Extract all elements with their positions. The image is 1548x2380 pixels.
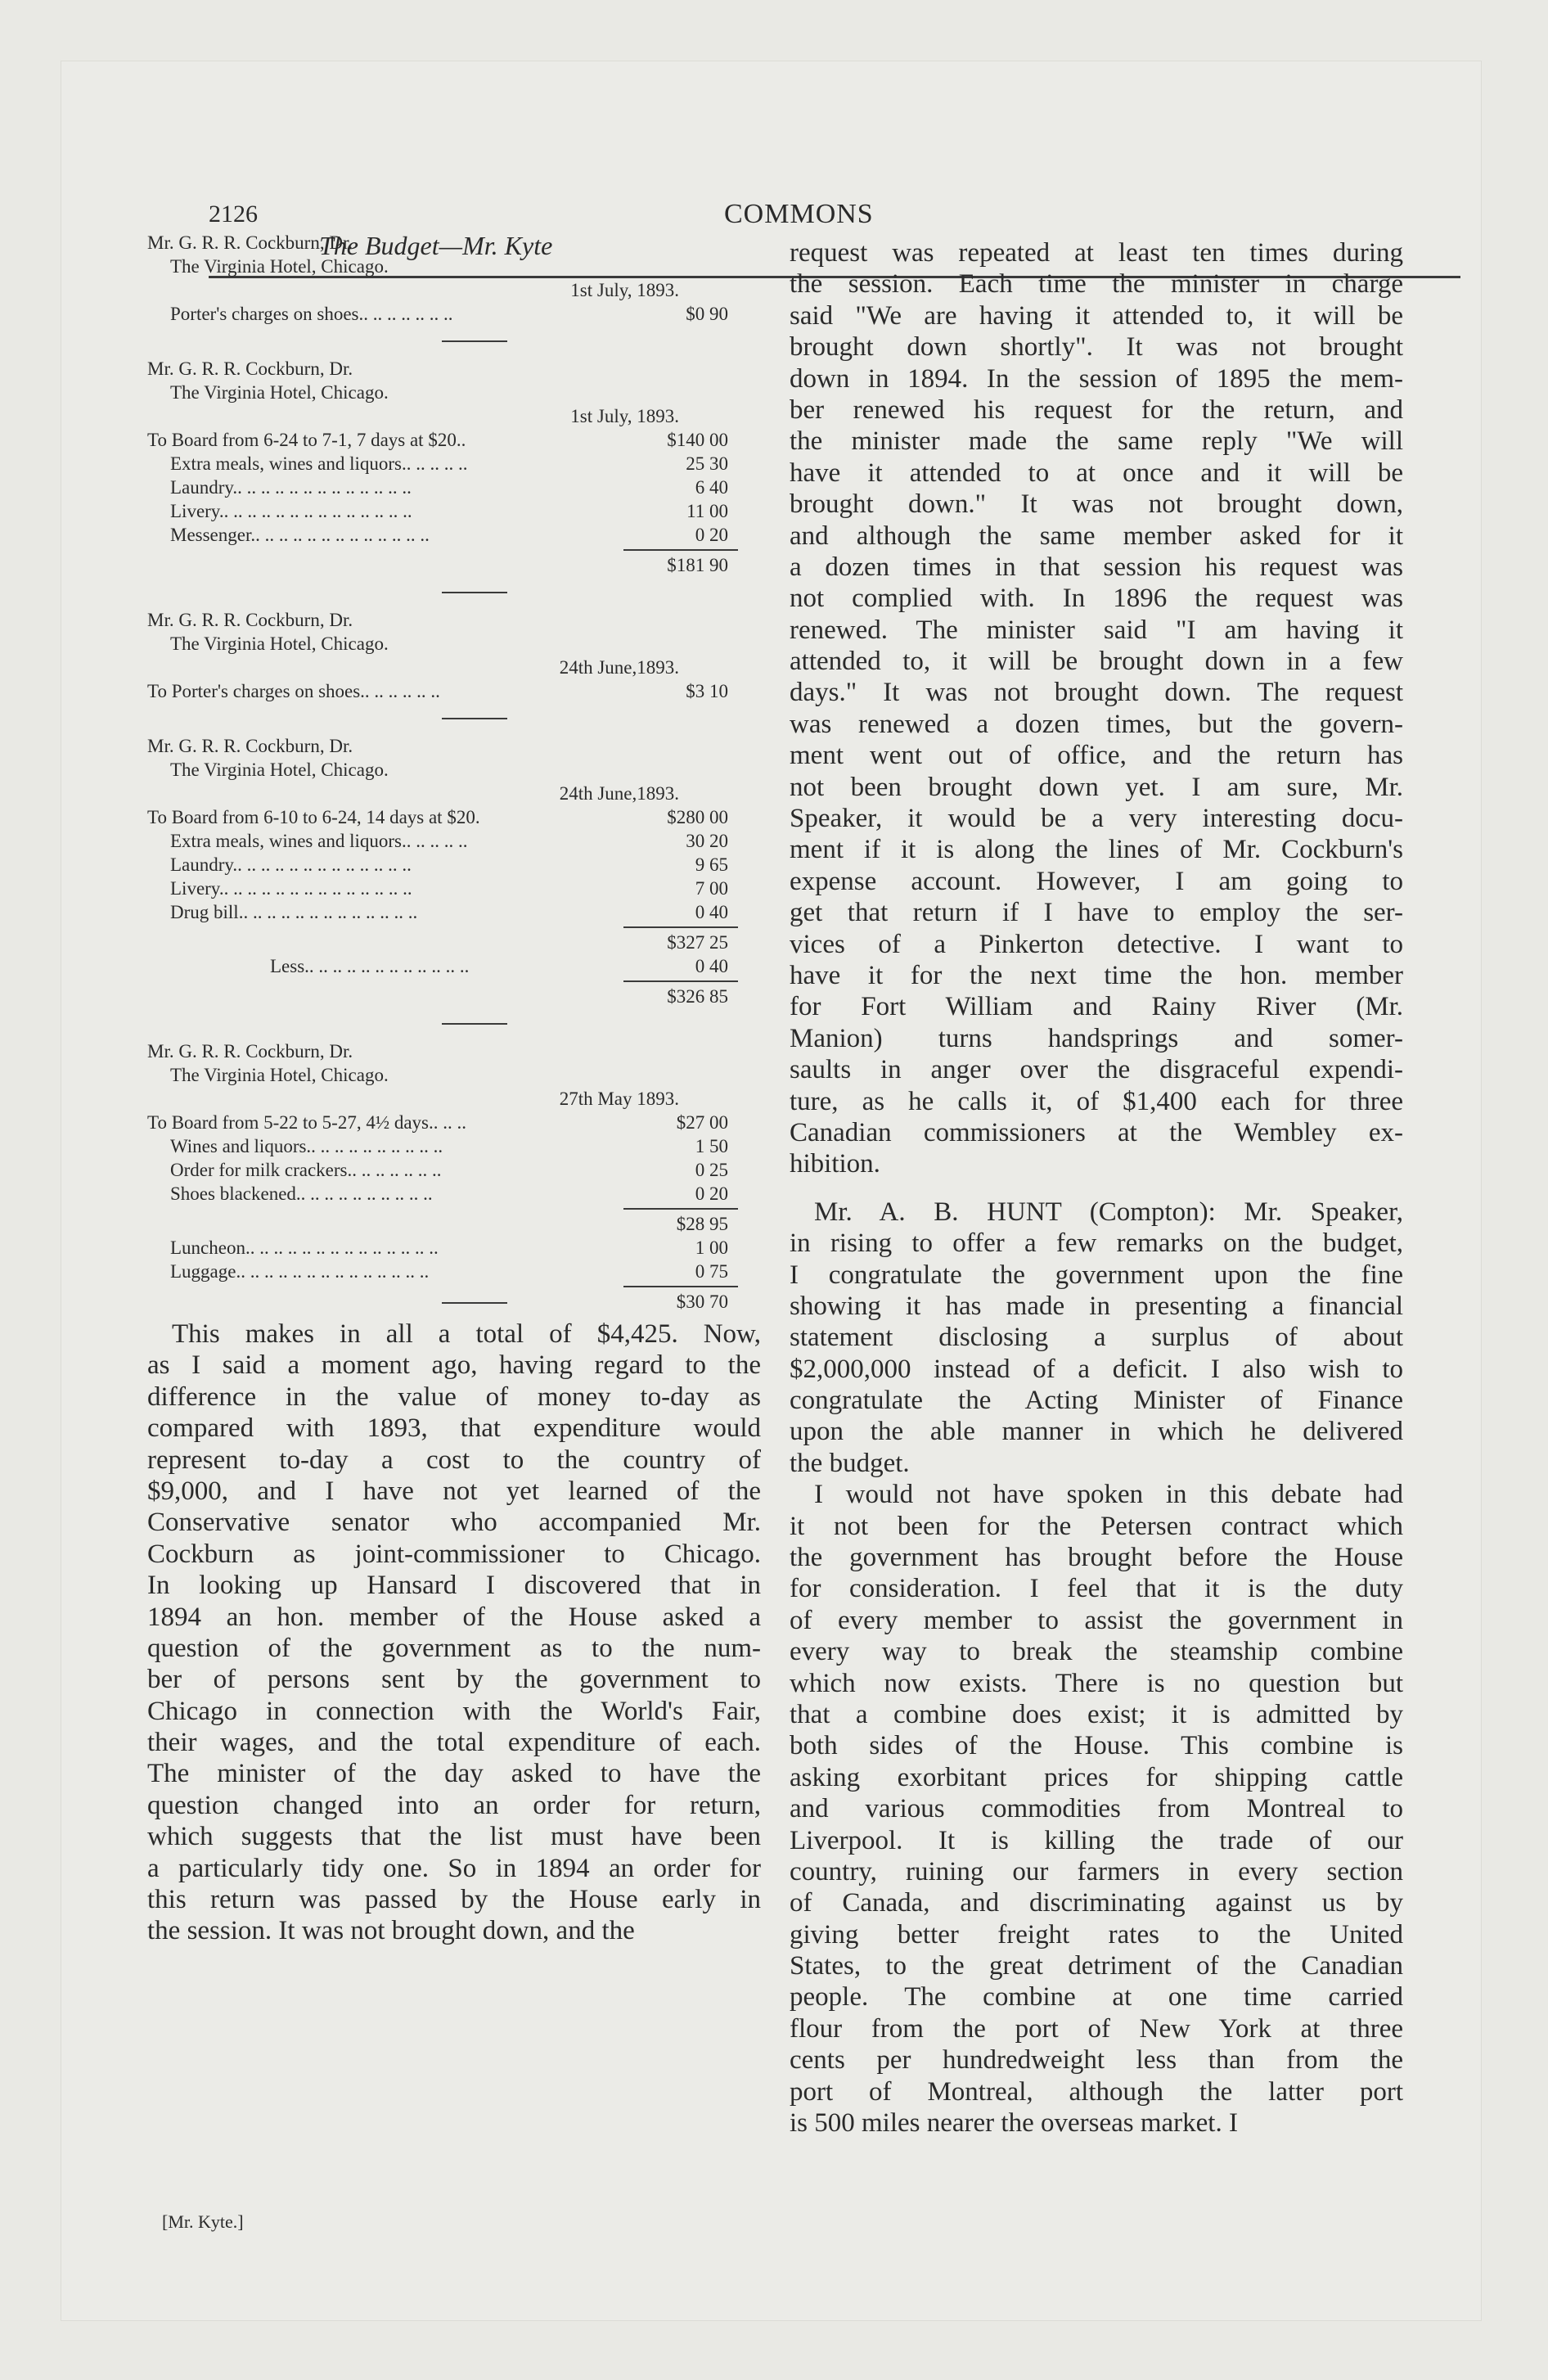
item-amount: 25 30 [686, 453, 728, 474]
item-amount: 6 40 [695, 477, 728, 498]
account-payee: Mr. G. R. R. Cockburn, Dr. [147, 610, 353, 630]
text-line: days." It was not brought down. The request [790, 678, 1403, 708]
item-description: To Board from 6-10 to 6-24, 14 days at $20. [147, 807, 480, 827]
item-amount: 0 75 [695, 1261, 728, 1282]
item-description: Drug bill.. .. .. .. .. .. .. .. .. .. .. .. .. [170, 902, 418, 922]
account-item [147, 452, 761, 476]
text-line: a dozen times in that session his request was [790, 552, 1403, 582]
account-item [147, 1236, 761, 1260]
account-payee: Mr. G. R. R. Cockburn, Dr. [147, 1041, 353, 1062]
item-amount: 7 00 [695, 878, 728, 899]
left-column [147, 231, 761, 1947]
text-line: renewed. The minister said "I am having it [790, 615, 1403, 645]
text-line: and although the same member asked for it [790, 521, 1403, 551]
item-description: To Board from 5-22 to 5-27, 4½ days.. .. .. [147, 1112, 466, 1133]
text-line: the minister made the same reply "We will [790, 426, 1403, 457]
speaker-footer: [Mr. Kyte.] [162, 2211, 244, 2232]
text-line: I congratulate the government upon the fine [790, 1260, 1403, 1290]
text-line: the government has brought before the House [790, 1543, 1403, 1573]
account-item [147, 499, 761, 523]
item-description: To Board from 6-24 to 7-1, 7 days at $20.. [147, 430, 466, 450]
running-title: The Budget—Mr. Kyte [319, 231, 553, 260]
text-line: people. The combine at one time carried [790, 1982, 1403, 2013]
right-column [790, 237, 1403, 2139]
text-line: Liverpool. It is killing the trade of our [790, 1825, 1403, 1855]
rule-line [623, 926, 738, 928]
account-item [147, 853, 761, 877]
expense-account [147, 734, 761, 1025]
text-line: vices of a Pinkerton detective. I want to [790, 929, 1403, 959]
text-line: question changed into an order for return, [147, 1790, 761, 1820]
account-hotel: The Virginia Hotel, Chicago. [170, 633, 389, 654]
text-line: 1894 an hon. member of the House asked a [147, 1602, 761, 1632]
text-line: every way to break the steamship combine [790, 1637, 1403, 1667]
page-number: 2126 [209, 201, 258, 228]
account-date: 1st July, 1893. [570, 406, 679, 426]
text-line: a particularly tidy one. So in 1894 an order for [147, 1853, 761, 1883]
text-line: upon the able manner in which he delivered [790, 1417, 1403, 1447]
text-line: The minister of the day asked to have the [147, 1759, 761, 1789]
rule-line [623, 1208, 738, 1210]
text-line: not complied with. In 1896 the request was [790, 584, 1403, 614]
item-description: Extra meals, wines and liquors.. .. .. .. .. [170, 453, 468, 474]
text-line: Conservative senator who accompanied Mr. [147, 1508, 761, 1538]
item-amount: $280 00 [667, 807, 728, 827]
text-line: States, to the great detriment of the Canadian [790, 1951, 1403, 1981]
text-line: In looking up Hansard I discovered that in [147, 1571, 761, 1601]
item-amount: 9 65 [695, 854, 728, 875]
text-line: both sides of the House. This combine is [790, 1731, 1403, 1761]
text-line: which suggests that the list must have been [147, 1822, 761, 1852]
section-title: COMMONS [724, 199, 874, 229]
total-amount: $181 90 [667, 555, 728, 575]
text-line: Manion) turns handsprings and somer- [790, 1023, 1403, 1053]
total-amount: $326 85 [667, 986, 728, 1007]
text-line: port of Montreal, although the latter port [790, 2076, 1403, 2107]
account-hotel: The Virginia Hotel, Chicago. [170, 382, 389, 403]
text-line: which now exists. There is no question but [790, 1668, 1403, 1698]
item-description: Porter's charges on shoes.. .. .. .. .. .. .. [170, 304, 453, 324]
text-line: cents per hundredweight less than from the [790, 2045, 1403, 2076]
expense-account [147, 608, 761, 719]
text-line: Canadian commissioners at the Wembley ex- [790, 1117, 1403, 1147]
account-item [147, 302, 761, 326]
text-line: in rising to offer a few remarks on the budget, [790, 1228, 1403, 1259]
item-amount: 1 50 [695, 1136, 728, 1156]
text-line: and various commodities from Montreal to [790, 1794, 1403, 1824]
text-line: not been brought down yet. I am sure, Mr. [790, 772, 1403, 802]
text-line: congratulate the Acting Minister of Finance [790, 1386, 1403, 1416]
item-amount: 0 40 [695, 902, 728, 922]
item-amount: 30 20 [686, 831, 728, 851]
text-line: attended to, it will be brought down in a few [790, 647, 1403, 677]
text-line: that a combine does exist; it is admitted by [790, 1699, 1403, 1729]
hunt-speech-paragraph [790, 1197, 1403, 1480]
account-item [147, 679, 761, 703]
text-line: compared with 1893, that expenditure would [147, 1413, 761, 1444]
account-date: 27th May 1893. [559, 1089, 679, 1109]
account-item [147, 1111, 761, 1134]
text-line: This makes in all a total of $4,425. Now, [172, 1319, 761, 1349]
item-description: Laundry.. .. .. .. .. .. .. .. .. .. .. .. .. [170, 477, 412, 498]
expense-account [147, 1039, 761, 1312]
text-line: statement disclosing a surplus of about [790, 1323, 1403, 1353]
item-amount: 0 25 [695, 1160, 728, 1180]
item-amount: $27 00 [676, 1112, 728, 1133]
item-amount: 11 00 [686, 501, 728, 521]
total-row [147, 553, 761, 577]
text-line: flour from the port of New York at three [790, 2013, 1403, 2044]
account-item [147, 523, 761, 547]
text-line: $9,000, and I have not yet learned of the [147, 1476, 761, 1506]
account-date: 24th June,1893. [559, 657, 679, 678]
text-line: country, ruining our farmers in every section [790, 1856, 1403, 1886]
text-line: difference in the value of money to-day as [147, 1382, 761, 1412]
item-description: Luncheon.. .. .. .. .. .. .. .. .. .. .. .. .. .. [170, 1237, 439, 1258]
text-line: request was repeated at least ten times during [790, 238, 1403, 268]
subtotal-amount: $28 95 [676, 1214, 728, 1234]
text-line: I would not have spoken in this debate had [814, 1480, 1403, 1510]
rule-line [623, 980, 738, 982]
account-date: 24th June,1893. [559, 783, 679, 804]
text-line: brought down shortly". It was not brought [790, 332, 1403, 363]
text-line: $2,000,000 instead of a deficit. I also wish to [790, 1354, 1403, 1384]
text-line: giving better freight rates to the United [790, 1919, 1403, 1950]
less-row [147, 954, 761, 978]
amount-rule [147, 1206, 761, 1212]
text-line: get that return if I have to employ the ser- [790, 898, 1403, 928]
text-line: have it attended to at once and it will be [790, 458, 1403, 488]
account-date: 1st July, 1893. [570, 280, 679, 300]
text-line: Chicago in connection with the World's Fair, [147, 1696, 761, 1726]
less-amount: 0 40 [695, 956, 728, 976]
text-line: as I said a moment ago, having regard to the [147, 1350, 761, 1381]
total-amount: $30 70 [676, 1291, 728, 1312]
item-amount: $0 90 [686, 304, 728, 324]
account-item [147, 877, 761, 900]
total-row [147, 1290, 761, 1314]
subtotal-amount: $327 25 [667, 932, 728, 953]
subtotal-row [147, 1212, 761, 1236]
item-description: To Porter's charges on shoes.. .. .. .. .. .. [147, 681, 440, 701]
text-line: brought down." It was not brought down, [790, 489, 1403, 520]
text-line: of Canada, and discriminating against us by [790, 1888, 1403, 1918]
account-item [147, 476, 761, 499]
left-paragraph [147, 1318, 761, 1947]
text-line: this return was passed by the House early in [147, 1885, 761, 1915]
item-amount: 1 00 [695, 1237, 728, 1258]
item-description: Luggage.. .. .. .. .. .. .. .. .. .. .. .. .. .. [170, 1261, 430, 1282]
text-line: saults in anger over the disgraceful expendi- [790, 1055, 1403, 1085]
account-payee: Mr. G. R. R. Cockburn, Dr. [147, 358, 353, 379]
text-line: Speaker, it would be a very interesting docu- [790, 804, 1403, 834]
account-payee: Mr. G. R. R. Cockburn, Dr. [147, 736, 353, 756]
account-item [147, 1158, 761, 1182]
item-description: Laundry.. .. .. .. .. .. .. .. .. .. .. .. .. [170, 854, 412, 875]
item-description: Livery.. .. .. .. .. .. .. .. .. .. .. .. .. .. [170, 878, 412, 899]
text-line: ber renewed his request for the return, and [790, 394, 1403, 425]
expense-account [147, 231, 761, 342]
text-line: question of the government as to the num- [147, 1633, 761, 1663]
amount-rule [147, 1283, 761, 1290]
account-item [147, 1134, 761, 1158]
text-line: for consideration. I feel that it is the duty [790, 1574, 1403, 1604]
item-amount: 0 20 [695, 525, 728, 545]
section-separator [442, 1023, 507, 1025]
item-amount: 0 20 [695, 1183, 728, 1204]
text-line: showing it has made in presenting a financial [790, 1291, 1403, 1321]
text-line: asking exorbitant prices for shipping cattle [790, 1762, 1403, 1792]
right-paragraph-1 [790, 237, 1403, 1180]
account-item [147, 829, 761, 853]
text-line: ber of persons sent by the government to [147, 1665, 761, 1695]
item-description: Wines and liquors.. .. .. .. .. .. .. .. .. .. [170, 1136, 443, 1156]
item-description: Order for milk crackers.. .. .. .. .. .. .. [170, 1160, 442, 1180]
rule-line [623, 1286, 738, 1287]
text-line: said "We are having it attended to, it will be [790, 300, 1403, 331]
text-line: Mr. A. B. HUNT (Compton): Mr. Speaker, [814, 1197, 1403, 1227]
text-line: for Fort William and Rainy River (Mr. [790, 992, 1403, 1022]
expense-account [147, 357, 761, 593]
item-amount: $140 00 [667, 430, 728, 450]
section-separator [442, 340, 507, 342]
rule-line [623, 549, 738, 551]
account-hotel: The Virginia Hotel, Chicago. [170, 760, 389, 780]
text-line: the session. Each time the minister in charge [790, 269, 1403, 300]
text-line: ment went out of office, and the return has [790, 741, 1403, 771]
account-item [147, 1260, 761, 1283]
item-description: Extra meals, wines and liquors.. .. .. .. .. [170, 831, 468, 851]
text-line: expense account. However, I am going to [790, 866, 1403, 896]
text-line: represent to-day a cost to the country of [147, 1445, 761, 1475]
less-label: Less.. .. .. .. .. .. .. .. .. .. .. .. [270, 956, 470, 976]
text-line: ture, as he calls it, of $1,400 each for three [790, 1086, 1403, 1116]
item-description: Shoes blackened.. .. .. .. .. .. .. .. .. .. [170, 1183, 433, 1204]
account-hotel: The Virginia Hotel, Chicago. [170, 256, 389, 277]
amount-rule [147, 547, 761, 553]
item-description: Messenger.. .. .. .. .. .. .. .. .. .. .. .. .. [170, 525, 430, 545]
text-line: Cockburn as joint-commissioner to Chicago. [147, 1539, 761, 1569]
account-hotel: The Virginia Hotel, Chicago. [170, 1065, 389, 1085]
text-line: have it for the next time the hon. member [790, 960, 1403, 990]
account-item [147, 428, 761, 452]
right-paragraph-3 [790, 1479, 1403, 2139]
text-line: of every member to assist the government in [790, 1605, 1403, 1635]
item-description: Livery.. .. .. .. .. .. .. .. .. .. .. .. .. .. [170, 501, 412, 521]
text-line: ment if it is along the lines of Mr. Cockburn's [790, 835, 1403, 865]
section-separator [442, 718, 507, 719]
amount-rule [147, 978, 761, 985]
text-line: the session. It was not brought down, and the [147, 1916, 635, 1946]
total-row [147, 985, 761, 1008]
account-item [147, 900, 761, 924]
account-item [147, 1182, 761, 1206]
text-line: the budget. [790, 1448, 910, 1478]
text-line: their wages, and the total expenditure of each. [147, 1728, 761, 1758]
text-line: down in 1894. In the session of 1895 the mem- [790, 363, 1403, 394]
text-line: was renewed a dozen times, but the govern- [790, 709, 1403, 739]
account-payee: Mr. G. R. R. Cockburn, Dr. [147, 232, 353, 253]
section-separator [442, 592, 507, 593]
expense-accounts [147, 231, 761, 1312]
item-amount: $3 10 [686, 681, 728, 701]
text-line: is 500 miles nearer the overseas market. I [790, 2108, 1238, 2139]
account-item [147, 805, 761, 829]
subtotal-row [147, 931, 761, 954]
text-line: it not been for the Petersen contract which [790, 1511, 1403, 1541]
text-line: hibition. [790, 1149, 880, 1179]
amount-rule [147, 924, 761, 931]
